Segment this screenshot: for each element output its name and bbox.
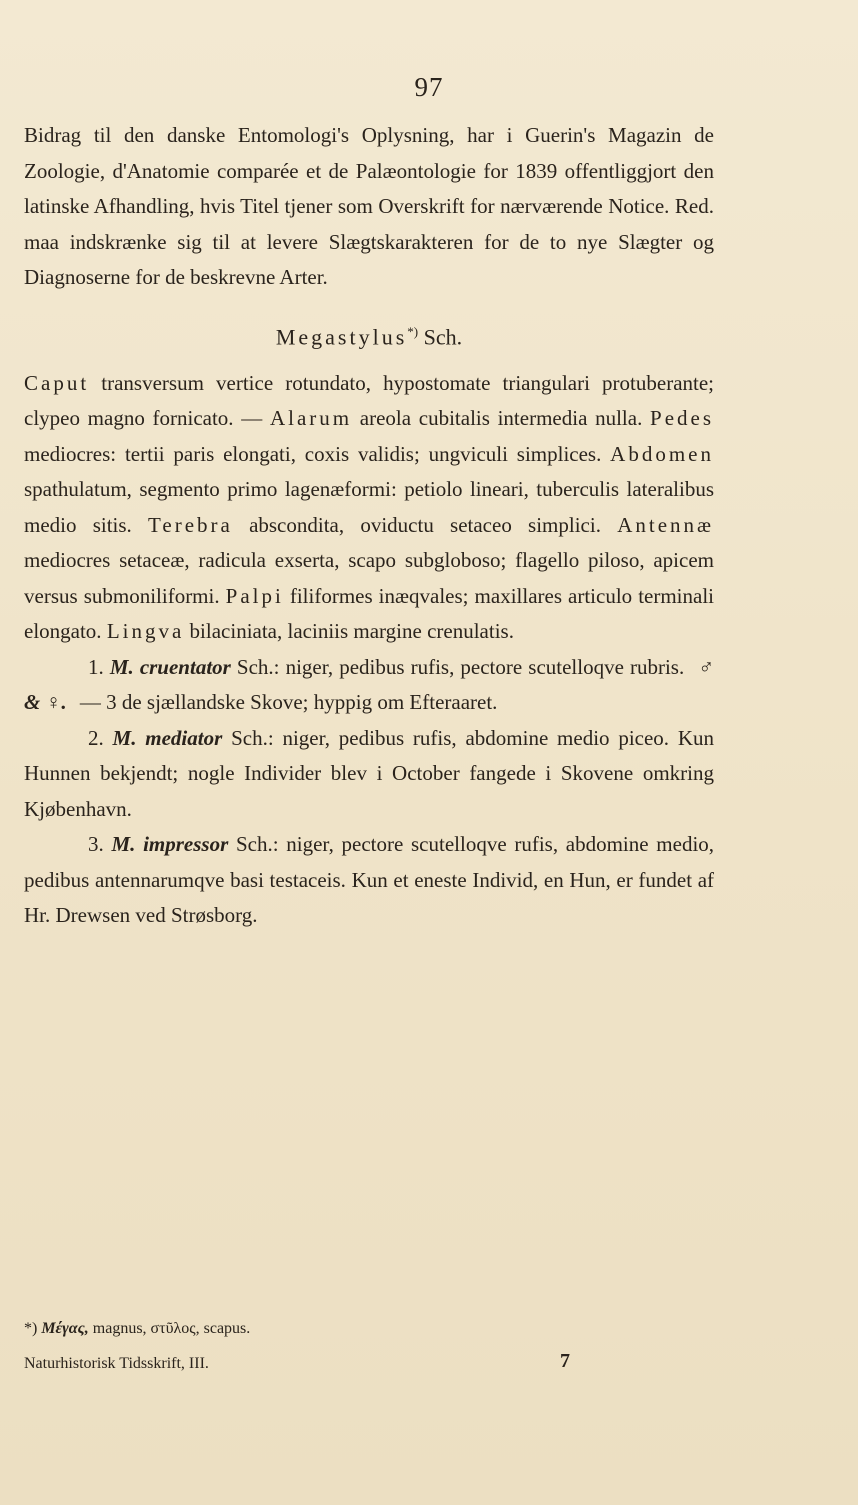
diagnosis-antennae-label: Antennæ xyxy=(617,512,715,537)
diagnosis-pedes-text: mediocres: tertii paris elongati, coxis validis; ungviculi simplices. xyxy=(24,441,602,466)
species-name: M. cruentator xyxy=(109,654,231,679)
diagnosis-terebra-text: abscondita, oviductu setaceo simplici. xyxy=(249,512,601,537)
diagnosis-antennae-text: mediocres setaceæ, radicula exserta, scapo subgloboso; flagello piloso, apicem versus submoniliformi. xyxy=(24,548,714,608)
species-entry xyxy=(24,721,714,828)
diagnosis-palpi-text: filiformes inæqvales; maxillares articulo terminali elongato. xyxy=(24,583,715,644)
species-entry xyxy=(24,650,714,721)
diagnosis-alarum-text: areola cubitalis intermedia nulla. xyxy=(359,406,643,431)
species-description: niger, pectore scutelloqve rufis, abdomine medio, pedibus antennarumqve basi testaceis. xyxy=(24,832,715,892)
species-number: 2. xyxy=(88,725,104,750)
diagnosis-abdomen-label: Abdomen xyxy=(610,441,714,466)
species-name: M. mediator xyxy=(112,725,223,750)
species-name: M. impressor xyxy=(111,832,229,857)
main-text xyxy=(24,118,714,934)
diagnosis-caput-label: Caput xyxy=(24,370,90,395)
species-description: niger, pedibus rufis, pectore scutelloqve rubris. xyxy=(285,654,685,679)
diagnosis-abdomen-text: spathulatum, segmento primo lagenæformi: petiolo lineari, tuberculis lateralibus medio sitis. xyxy=(24,477,714,537)
diagnosis-lingva-label: Lingva xyxy=(106,619,185,644)
species-author: Sch.: xyxy=(236,654,280,679)
footnote xyxy=(24,1318,250,1340)
species-number: 3. xyxy=(88,832,104,857)
genus-name: Megastylus xyxy=(275,323,408,349)
species-locality: Kun Hunnen bekjendt; nogle Individer blev i October fangede i Skovene omkring Kjøbenhavn. xyxy=(24,725,715,821)
species-locality: — 3 de sjællandske Skove; hyppig om Efteraaret. xyxy=(79,690,498,715)
species-locality: Kun et eneste Individ, en Hun, er fundet af Hr. Drewsen ved Strøsborg. xyxy=(24,867,715,928)
footnote-marker: *) xyxy=(24,1320,38,1337)
genus-footnote-marker: *) xyxy=(407,323,419,339)
sex-symbols: ♂ & ♀. xyxy=(24,654,715,715)
footnote-greek: Μέγας, xyxy=(41,1320,89,1337)
sheet-number: 7 xyxy=(560,1350,570,1372)
species-number: 1. xyxy=(88,654,104,679)
intro-paragraph: Bidrag til den danske Entomologi's Oplysning, har i Guerin's Magazin de Zoologie, d'Anatomie comparée et de Palæontologie for 1839 offentliggjort den latinske Afhandling, hvis Titel tjener som Overskrift for nærværende Notice. Red. maa indskrænke sig til at levere Slægtskarakteren for de to nye Slægter og Diagnoserne for de beskrevne Arter. xyxy=(24,123,714,289)
page-number: 97 xyxy=(414,72,444,102)
diagnosis-terebra-label: Terebra xyxy=(148,512,233,537)
diagnosis-caput-text: transversum vertice rotundato, hypostomate triangulari protuberante; clypeo magno fornicato. — xyxy=(24,370,715,431)
genus-diagnosis xyxy=(24,366,714,650)
diagnosis-palpi-label: Palpi xyxy=(225,583,284,608)
diagnosis-lingva-text: bilaciniata, laciniis margine crenulatis. xyxy=(189,619,514,644)
species-author: Sch.: xyxy=(235,832,279,857)
species-entry xyxy=(24,827,714,934)
diagnosis-alarum-label: Alarum xyxy=(269,406,353,431)
species-author: Sch.: xyxy=(231,725,274,750)
species-description: niger, pedibus rufis, abdomine medio piceo. xyxy=(282,725,670,750)
diagnosis-pedes-label: Pedes xyxy=(650,406,715,431)
signature-line: Naturhistorisk Tidsskrift, III. xyxy=(24,1355,209,1372)
footnote-text: magnus, στῦλος, scapus. xyxy=(92,1320,251,1337)
genus-heading xyxy=(24,314,714,354)
genus-author: Sch. xyxy=(423,323,463,349)
